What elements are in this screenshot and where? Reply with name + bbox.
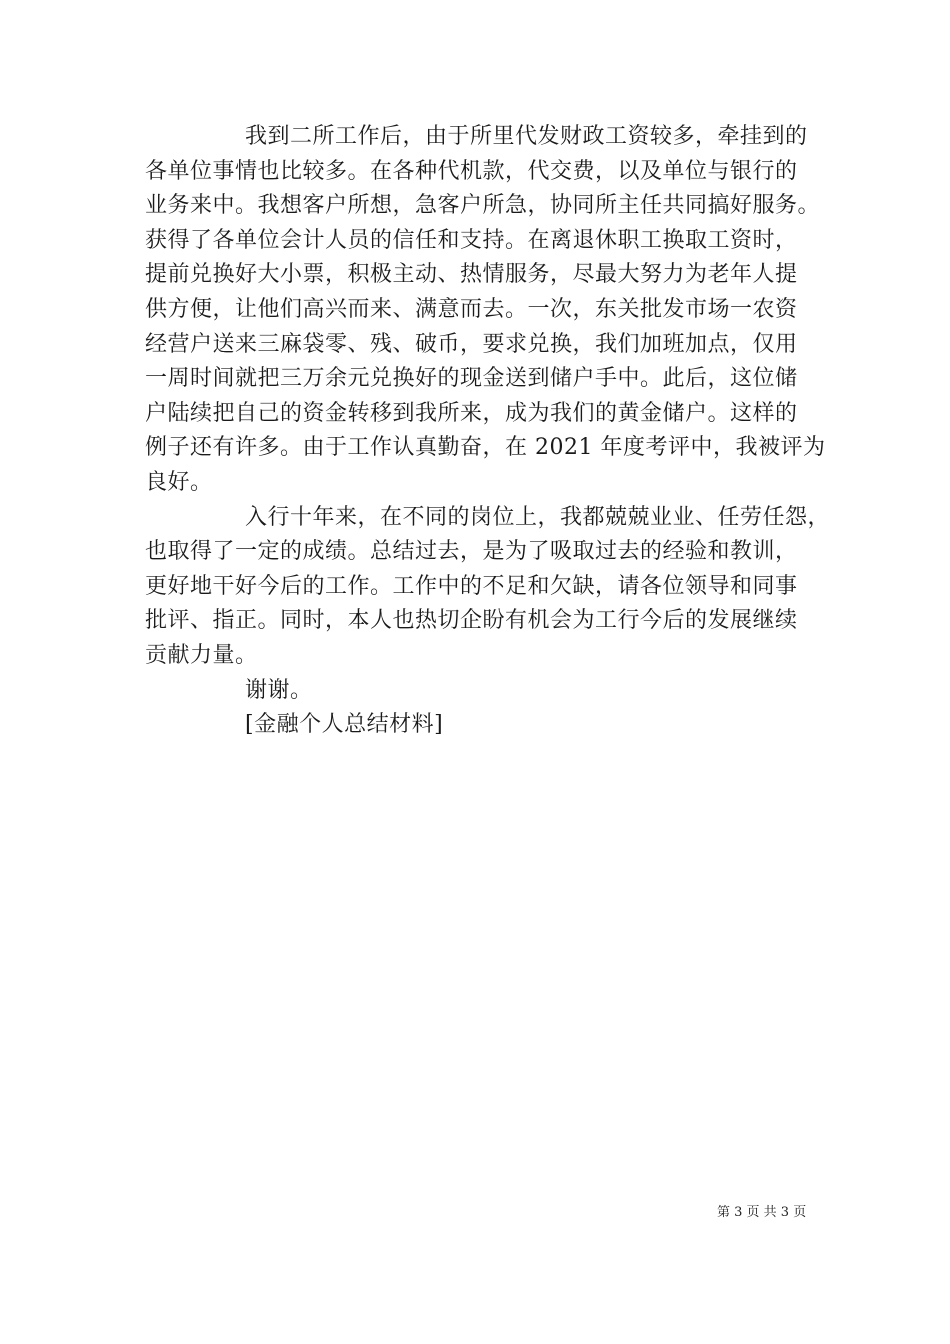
paragraph-line: 各单位事情也比较多。在各种代机款，代交费，以及单位与银行的 <box>145 158 798 184</box>
document-body <box>145 120 831 743</box>
paragraph-line: 一周时间就把三万余元兑换好的现金送到储户手中。此后，这位储 <box>145 366 798 392</box>
paragraph-line: 经营户送来三麻袋零、残、破币，要求兑换，我们加班加点，仅用 <box>145 331 798 357</box>
paragraph-line: 入行十年来，在不同的岗位上，我都兢兢业业、任劳任怨， <box>245 504 831 530</box>
paragraph-line: 业务来中。我想客户所想，急客户所急，协同所主任共同搞好服务。 <box>145 193 821 219</box>
closing-thanks: 谢谢。 <box>245 677 313 703</box>
paragraph-line: 批评、指正。同时，本人也热切企盼有机会为工行今后的发展继续 <box>145 608 798 634</box>
paragraph-2 <box>145 501 831 674</box>
paragraph-line: 供方便，让他们高兴而来、满意而去。一次，东关批发市场一农资 <box>145 296 798 322</box>
paragraph-line: 例子还有许多。由于工作认真勤奋，在 2021 年度考评中，我被评为 <box>145 435 826 461</box>
paragraph-1 <box>145 120 825 501</box>
paragraph-line: 获得了各单位会计人员的信任和支持。在离退休职工换取工资时， <box>145 227 798 253</box>
paragraph-line: 我到二所工作后，由于所里代发财政工资较多，牵挂到的 <box>245 124 808 149</box>
paragraph-line: 户陆续把自己的资金转移到我所来，成为我们的黄金储户。这样的 <box>145 400 798 426</box>
paragraph-line: 也取得了一定的成绩。总结过去，是为了吸取过去的经验和教训， <box>145 539 798 565</box>
paragraph-line: 贡献力量。 <box>145 642 258 668</box>
paragraph-line: 更好地干好今后的工作。工作中的不足和欠缺，请各位领导和同事 <box>145 573 798 599</box>
source-tag: [金融个人总结材料] <box>245 712 444 738</box>
page-footer: 第 3 页 共 3 页 <box>717 1205 807 1220</box>
paragraph-line: 提前兑换好大小票，积极主动、热情服务，尽最大努力为老年人提 <box>145 262 798 288</box>
paragraph-line: 良好。 <box>145 469 213 495</box>
